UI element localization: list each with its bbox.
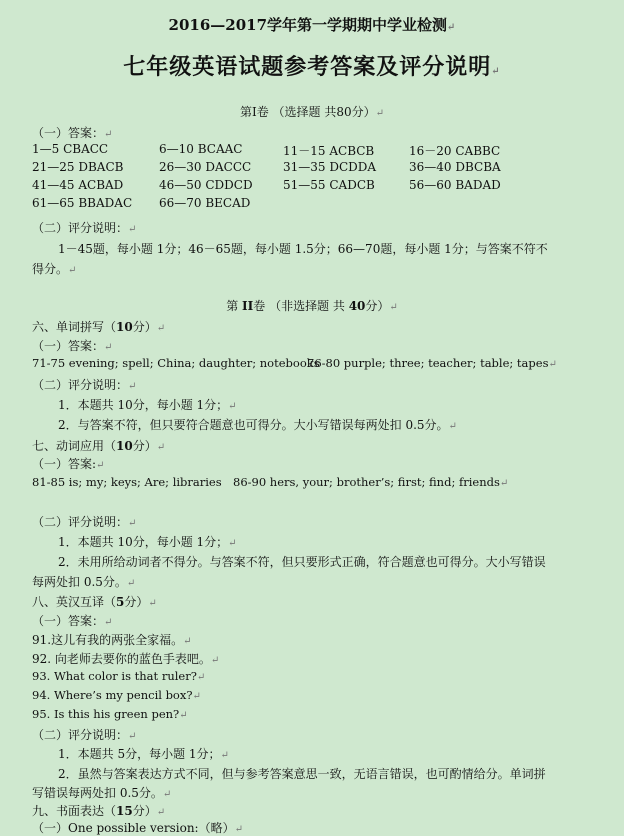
- section6-title: 六、单词拼写（10分）↵: [32, 320, 166, 334]
- section6-answers-b: 76-80 purple; three; teacher; table; tapes↵: [307, 356, 557, 370]
- section8-q94: 94. Where’s my pencil box?↵: [32, 688, 201, 702]
- title-line2: 七年级英语试题参考答案及评分说明↵: [123, 54, 501, 80]
- answer-cell: 11－15 ACBCB: [283, 144, 375, 158]
- section7-answers-a: 81-85 is; my; keys; Are; libraries: [32, 475, 222, 489]
- section8-answers-label: （一）答案：↵: [32, 614, 113, 628]
- section7-scoring-2b: 每两处扣 0.5分。↵: [32, 575, 136, 589]
- section9-title: 九、书面表达（15分）↵: [32, 804, 166, 818]
- answer-cell: 31—35 DCDDA: [283, 160, 377, 174]
- section8-scoring-2a: 2．虽然与答案表达方式不同，但与参考答案意思一致，无语言错误，也可酌情给分。单词拼: [58, 767, 546, 781]
- answer-cell: 66—70 BECAD: [159, 196, 251, 210]
- section6-scoring-1: 1．本题共 10分，每小题 1分；↵: [58, 398, 237, 412]
- answer-cell: 51—55 CADCB: [283, 178, 375, 192]
- part1-scoring-line1: 1－45题，每小题 1分；46－65题，每小题 1.5分；66—70题，每小题 1分；与答案不符不: [58, 242, 548, 256]
- part1-scoring-label: （二）评分说明：↵: [32, 221, 137, 235]
- answer-cell: 41—45 ACBAD: [32, 178, 124, 192]
- section8-title: 八、英汉互译（5分）↵: [32, 595, 157, 609]
- answer-row: [32, 196, 592, 214]
- answer-cell: 1—5 CBACC: [32, 142, 109, 156]
- answer-cell: 46—50 CDDCD: [159, 178, 253, 192]
- answer-row: [32, 142, 592, 160]
- section6-answers-label: （一）答案：↵: [32, 339, 113, 353]
- part1-scoring-line2: 得分。↵: [32, 262, 77, 276]
- section6-scoring-2: 2．与答案不符，但只要符合题意也可得分。大小写错误每两处扣 0.5分。↵: [58, 418, 457, 432]
- section8-scoring-2b: 写错误每两处扣 0.5分。↵: [32, 786, 172, 800]
- part2-heading: 第 II卷 （非选择题 共 40分）↵: [226, 299, 398, 313]
- part1-heading: 第I卷 （选择题 共80分）↵: [239, 105, 385, 119]
- section7-scoring-label: （二）评分说明：↵: [32, 515, 137, 529]
- section8-q91: 91.这儿有我的两张全家福。↵: [32, 633, 192, 647]
- section7-answers-b: 86-90 hers, your; brother’s; first; find; friends↵: [233, 475, 509, 489]
- section8-scoring-1: 1．本题共 5分，每小题 1分；↵: [58, 747, 229, 761]
- section8-q95: 95. Is this his green pen?↵: [32, 707, 188, 721]
- answer-cell: 36—40 DBCBA: [409, 160, 501, 174]
- section8-scoring-label: （二）评分说明：↵: [32, 728, 137, 742]
- answer-cell: 21—25 DBACB: [32, 160, 124, 174]
- part1-answers-label: （一）答案：↵: [32, 126, 113, 140]
- answer-cell: 6—10 BCAAC: [159, 142, 243, 156]
- section8-q93: 93. What color is that ruler?↵: [32, 669, 206, 683]
- section6-scoring-label: （二）评分说明：↵: [32, 378, 137, 392]
- answer-cell: 61—65 BBADAC: [32, 196, 133, 210]
- answer-cell: 56—60 BADAD: [409, 178, 501, 192]
- section6-answers-a: 71-75 evening; spell; China; daughter; notebooks: [32, 356, 320, 370]
- title-line1: 2016—2017学年第一学期期中学业检测↵: [168, 16, 456, 34]
- answer-row: [32, 160, 592, 178]
- answer-cell: 26—30 DACCC: [159, 160, 252, 174]
- section7-scoring-2a: 2．未用所给动词者不得分。与答案不符，但只要形式正确，符合题意也可得分。大小写错误: [58, 555, 546, 569]
- section7-scoring-1: 1．本题共 10分，每小题 1分；↵: [58, 535, 237, 549]
- answer-cell: 16－20 CABBC: [409, 144, 501, 158]
- answer-row: [32, 178, 592, 196]
- section8-q92: 92. 向老师去要你的蓝色手表吧。↵: [32, 652, 220, 666]
- part1-answer-grid: [32, 142, 592, 214]
- section7-answers-label: （一）答案:↵: [32, 457, 105, 471]
- section9-line1: （一）One possible version:（略）↵: [32, 821, 243, 835]
- section7-title: 七、动词应用（10分）↵: [32, 439, 166, 453]
